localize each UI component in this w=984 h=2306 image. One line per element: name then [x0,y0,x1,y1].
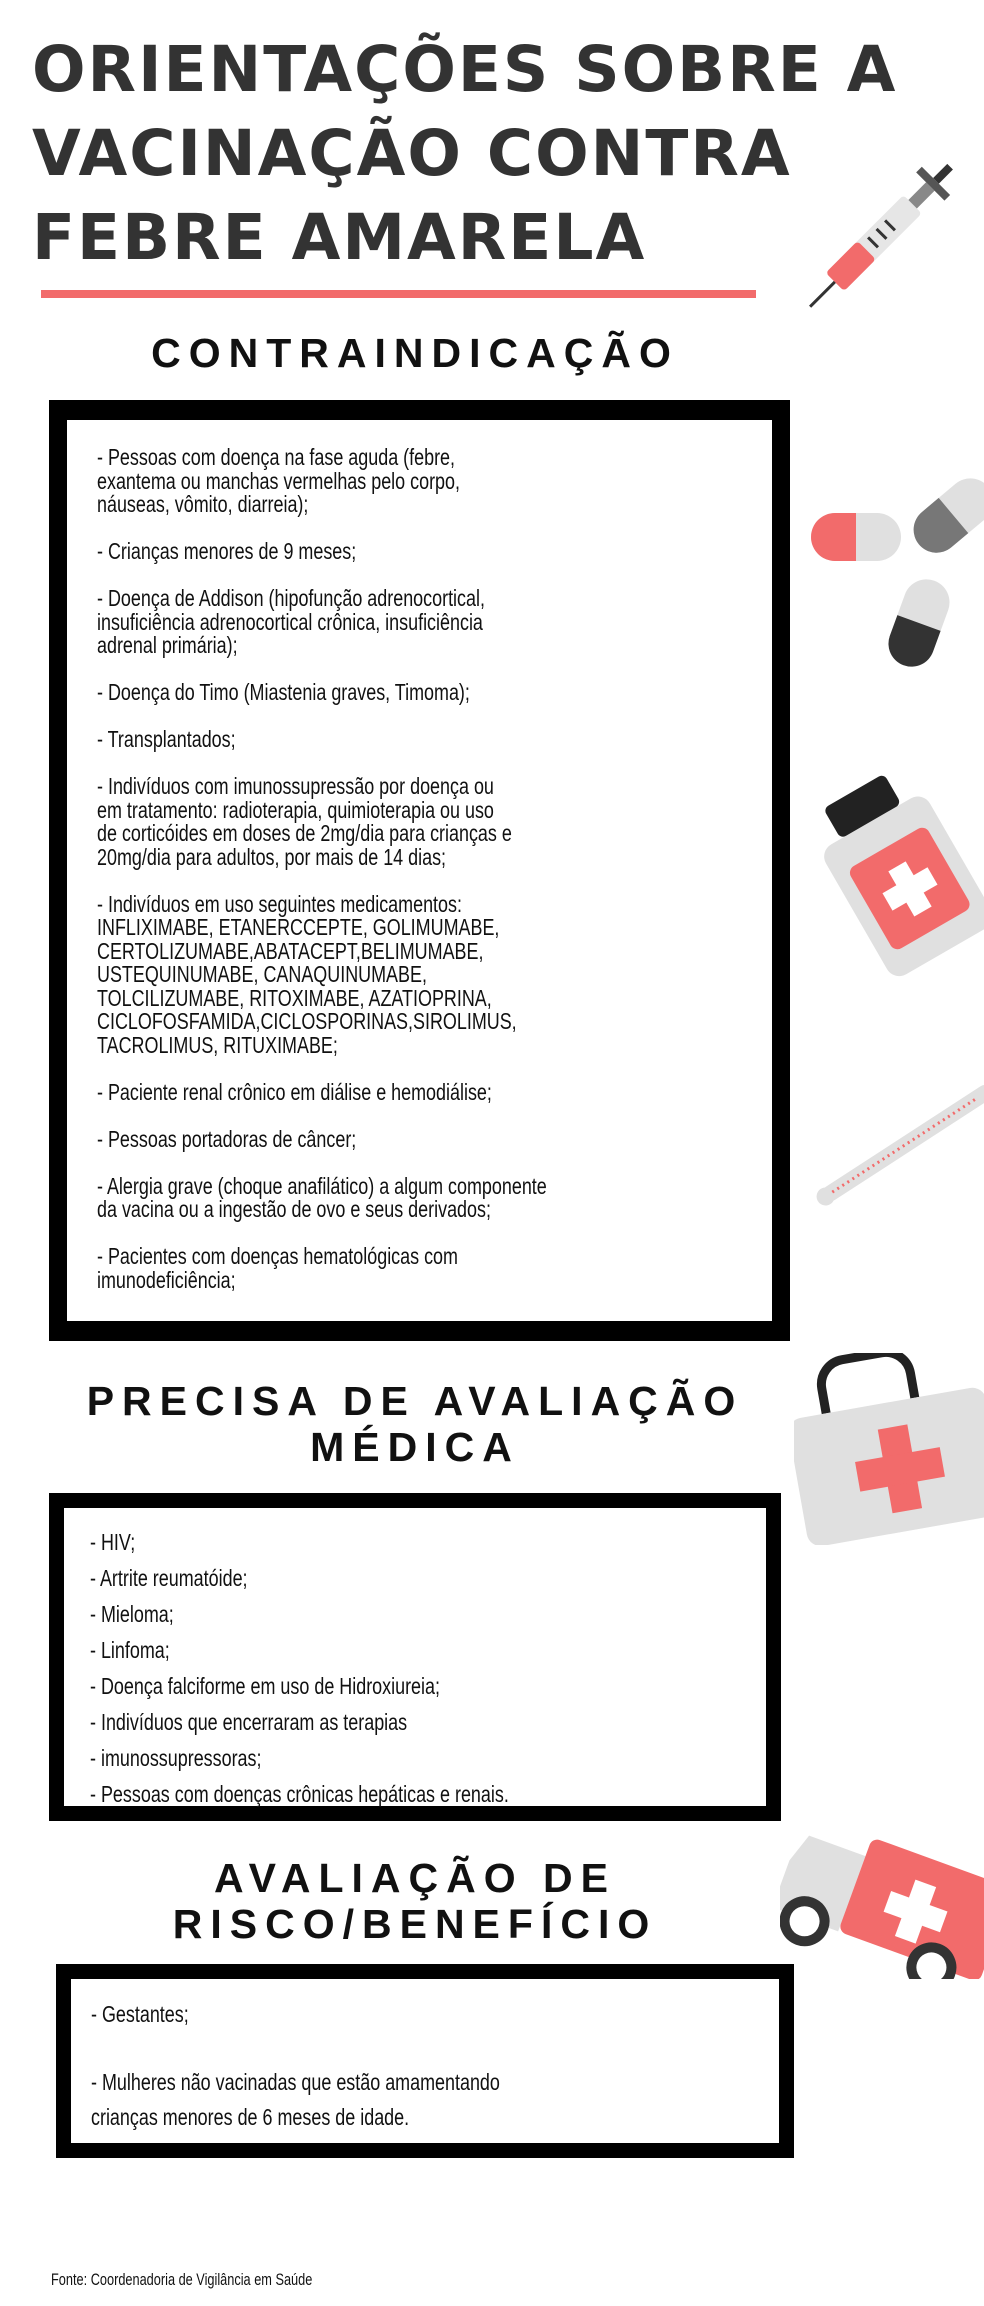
title-line: VACINAÇÃO CONTRA [32,117,792,190]
list-item [97,1078,547,1105]
list-item-line: da vacina ou a ingestão de ovo e seus derivados; [97,1196,491,1222]
list-item-line: - Mulheres não vacinadas que estão amamentando [91,2069,500,2095]
list-item [97,1125,547,1152]
list-item-line: TOLCILIZUMABE, RITOXIMABE, AZATIOPRINA, [97,984,492,1011]
medical-bag-icon [794,1353,984,1545]
list-item-line: - Gestantes; [91,2001,189,2027]
list-item-line: - Pessoas com doenças crônicas hepáticas e renais. [90,1781,509,1807]
syringe-icon [795,128,984,320]
list-item [91,1997,500,2032]
list-item [90,1776,509,1812]
list-item-line: - Indivíduos com imunossupressão por doença ou [97,773,494,799]
list-item-line: adrenal primária); [97,632,238,658]
medical-evaluation-list [90,1524,509,1812]
list-item-line: - Pacientes com doenças hematológicas com [97,1243,458,1269]
contraindication-list [97,446,547,1316]
risk-benefit-list [91,1997,500,2168]
list-item [90,1596,509,1632]
medical-evaluation-box [49,1493,781,1821]
list-item [90,1668,509,1704]
list-item [97,1172,547,1222]
list-item-line: - imunossupressoras; [90,1745,262,1771]
heading-line: CONTRAINDICAÇÃO [151,330,679,376]
title-line: ORIENTAÇÕES SOBRE A [32,33,898,106]
list-item-line: - HIV; [90,1529,136,1555]
list-item [97,681,547,705]
title-line: FEBRE AMARELA [32,201,647,274]
ambulance-icon [780,1824,984,1979]
section-heading-contraindicacao [0,330,830,376]
risk-benefit-box [56,1964,794,2158]
heading-line: PRECISA DE AVALIAÇÃO [86,1378,744,1424]
list-item-line: 20mg/dia para adultos, por mais de 14 dias; [97,843,447,870]
heading-line: AVALIAÇÃO DE [214,1855,616,1901]
list-item-line: náuseas, vômito, diarreia); [97,491,309,517]
list-item [91,2065,500,2135]
list-item [97,540,547,564]
list-item [90,1632,509,1668]
list-item-line: - Mieloma; [90,1601,174,1627]
list-item-line: - Paciente renal crônico em diálise e hemodiálise; [97,1078,492,1105]
pills-icon [809,478,984,670]
list-item-line: INFLIXIMABE, ETANERCCEPTE, GOLIMUMABE, [97,914,500,940]
list-item-line: - Transplantados; [97,726,236,752]
list-item-line: - Doença falciforme em uso de Hidroxiureia; [90,1673,440,1699]
list-item-line: - Pessoas com doença na fase aguda (febre, [97,444,456,470]
list-item-line: USTEQUINUMABE, CANAQUINUMABE, [97,961,427,987]
list-item [97,775,547,869]
list-item-line: CICLOFOSFAMIDA,CICLOSPORINAS,SIROLIMUS, [97,1008,517,1034]
heading-line: RISCO/BENEFÍCIO [172,1901,658,1947]
section-heading-risco-beneficio [0,1855,830,1947]
list-item [97,1245,547,1292]
list-item [90,1560,509,1596]
list-item-line: - Doença do Timo (Miastenia graves, Timoma); [97,679,470,705]
list-item-line: - Doença de Addison (hipofunção adrenocortical, [97,585,485,611]
list-item [97,728,547,752]
list-item [90,1740,509,1776]
thermometer-icon [801,1074,984,1228]
heading-line: MÉDICA [310,1424,520,1470]
list-item [97,890,547,1058]
list-item-line: de corticóides em doses de 2mg/dia para crianças e [97,820,512,846]
page-title [32,28,897,280]
contraindication-box [49,400,790,1341]
list-item [97,446,547,517]
list-item-line: - Alergia grave (choque anafilático) a algum componente [97,1172,547,1199]
list-item-line: CERTOLIZUMABE,ABATACEPT,BELIMUMABE, [97,937,484,964]
list-item-line: - Indivíduos em uso seguintes medicamentos: [97,890,462,917]
list-item-line: crianças menores de 6 meses de idade. [91,2104,410,2130]
source-note: Fonte: Coordenadoria de Vigilância em Saúde [51,2270,313,2289]
list-item-line: - Crianças menores de 9 meses; [97,538,357,564]
list-item-line: em tratamento: radioterapia, quimioterapia ou uso [97,796,494,823]
list-item-line: - Indivíduos que encerraram as terapias [90,1709,408,1735]
list-item-line: exantema ou manchas vermelhas pelo corpo, [97,467,460,494]
list-item-line: imunodeficiência; [97,1266,236,1293]
list-item-line: TACROLIMUS, RITUXIMABE; [97,1031,338,1058]
list-item-line: - Pessoas portadoras de câncer; [97,1125,357,1152]
list-item [90,1704,509,1740]
section-heading-avaliacao-medica [0,1378,830,1470]
list-item-line: - Artrite reumatóide; [90,1565,248,1591]
medicine-bottle-icon [816,772,984,985]
list-item [97,587,547,658]
list-item-line: - Linfoma; [90,1637,170,1663]
list-item-line: insuficiência adrenocortical crônica, insuficiência [97,608,483,635]
list-item [90,1524,509,1560]
title-underline [41,290,756,298]
